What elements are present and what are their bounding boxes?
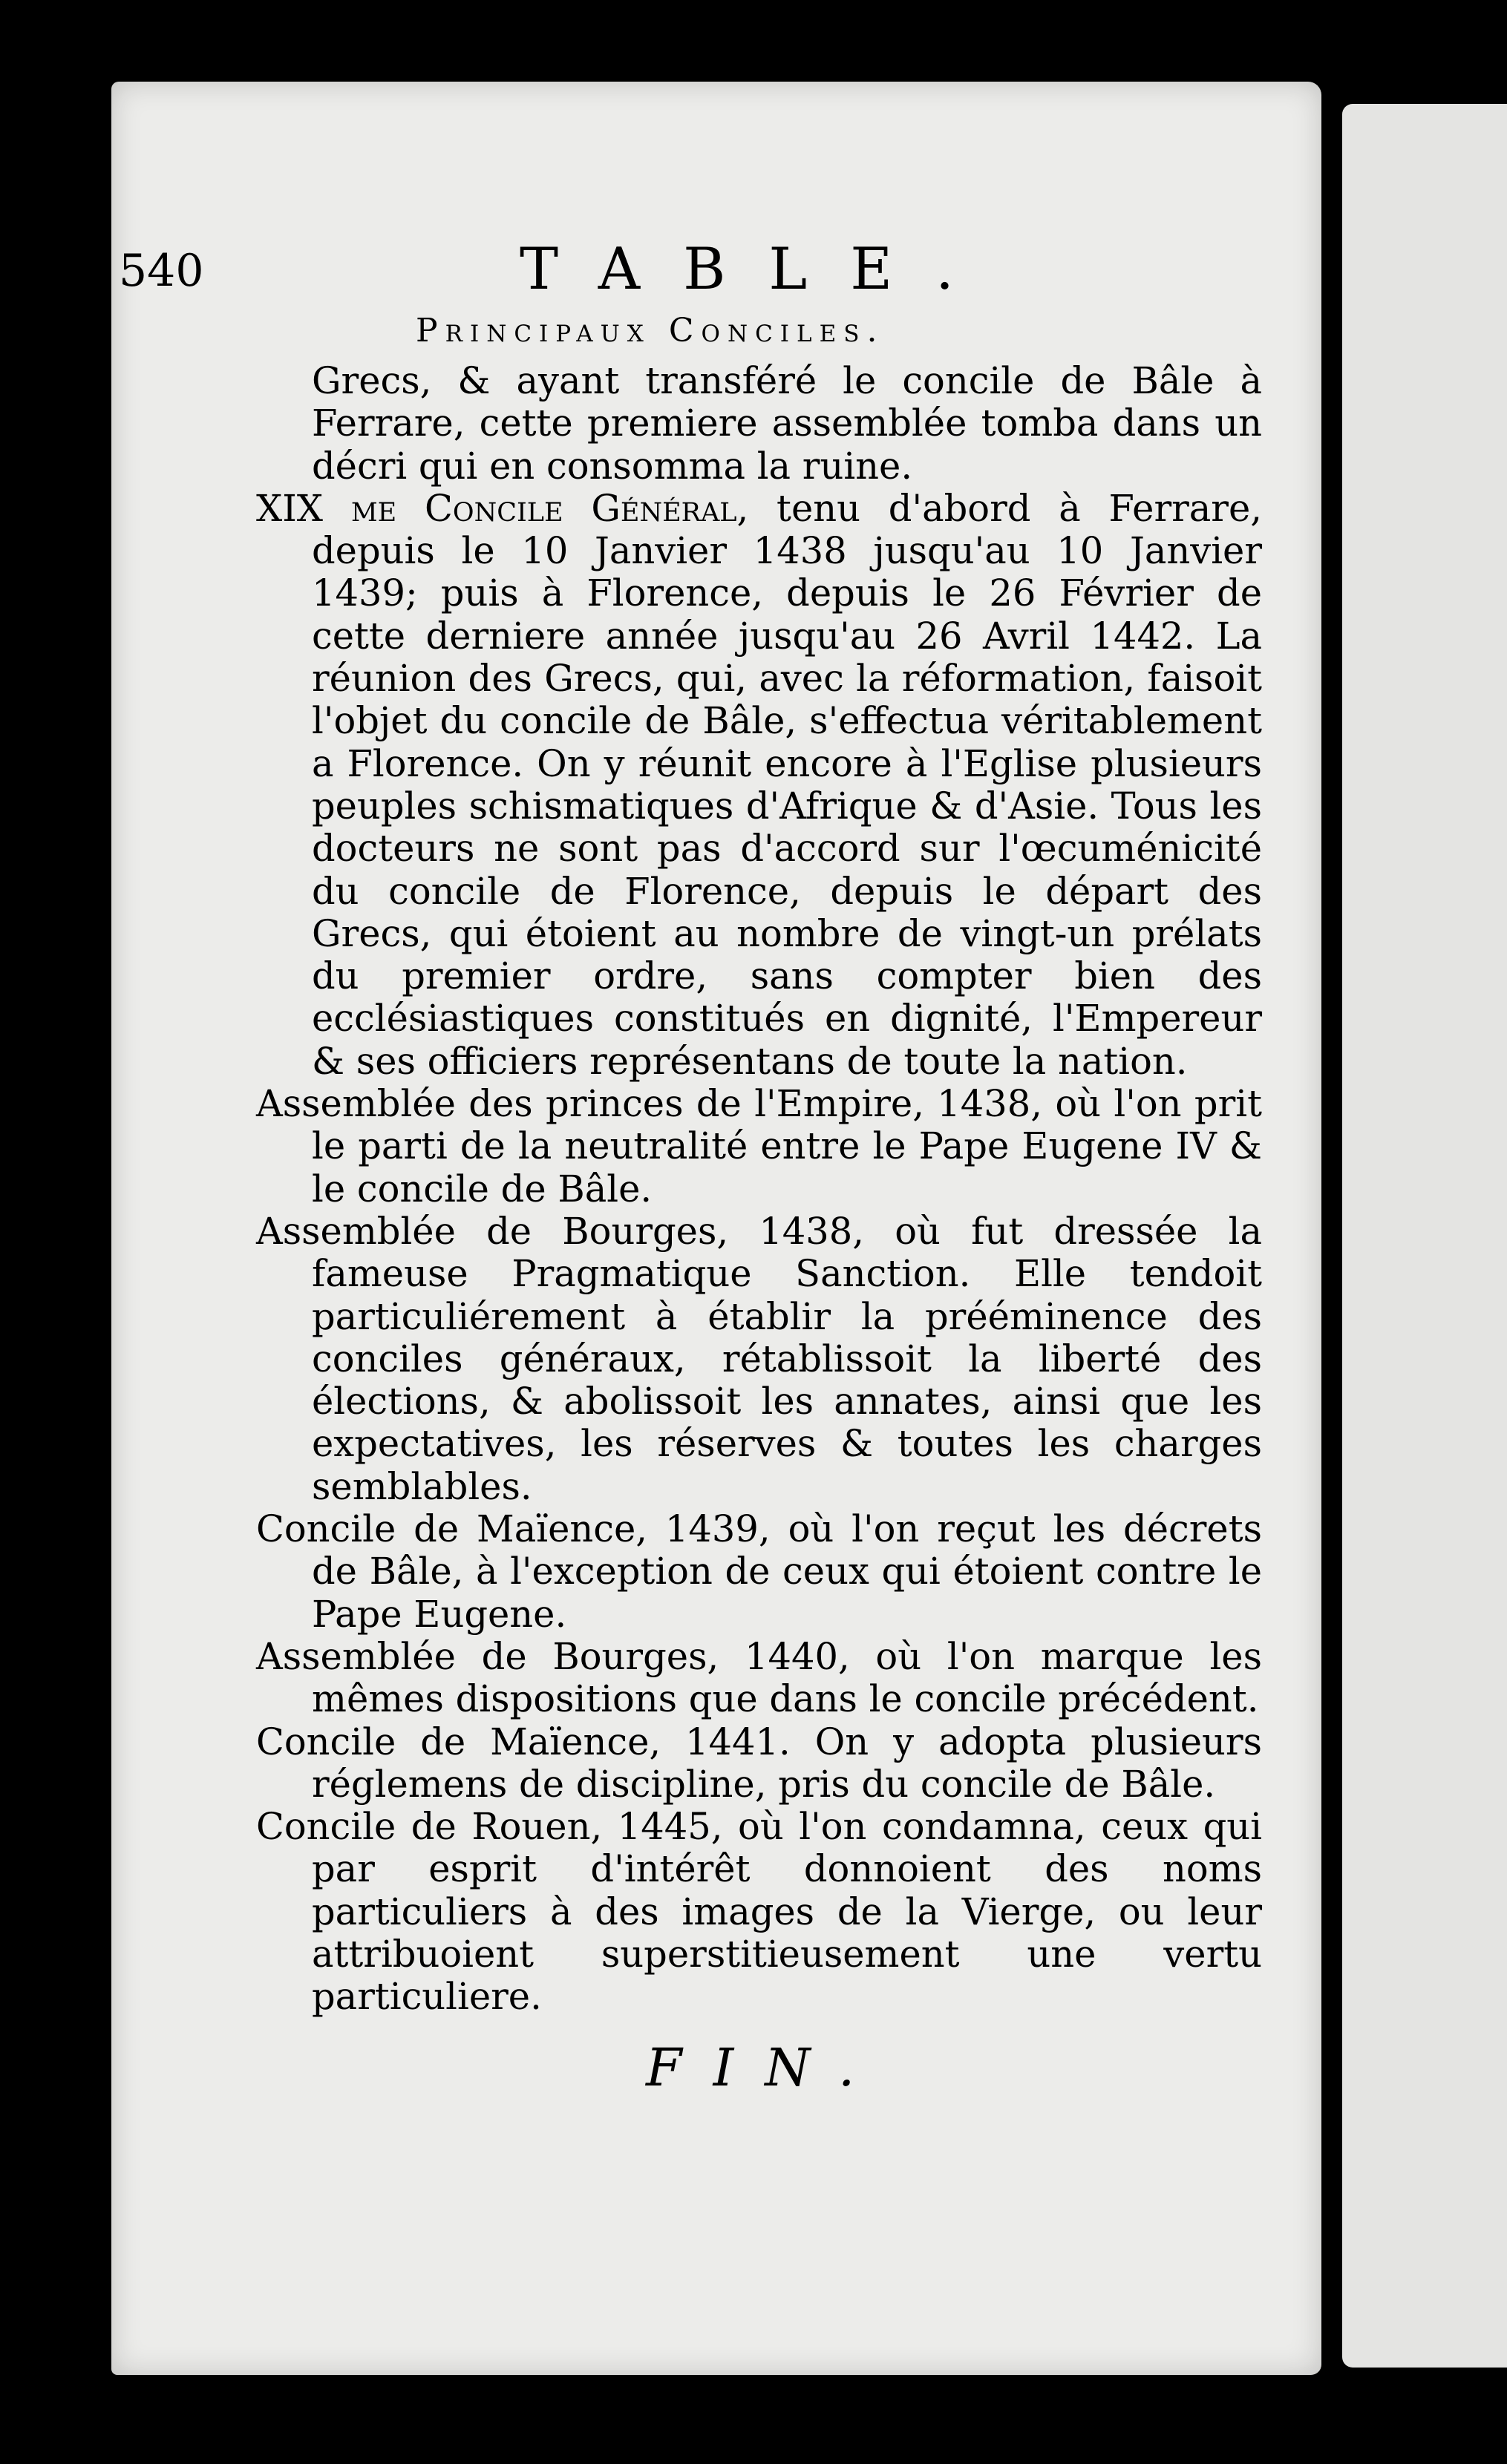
closing-fin: FIN.	[646, 2037, 886, 2098]
entry-text: Assemblée des princes de l'Empire, 1438, où l'on prit le parti de la neutralité entre le Pape Eugene IV & le concile de Bâle.	[256, 1082, 1262, 1210]
running-title: TABLE.	[520, 236, 997, 303]
entry-text: Assemblée de Bourges, 1438, où fut dressée la fameuse Pragmatique Sanction. Elle tendoit particuliérement à établir la prééminence des conciles généraux, rétablissoit la liberté des élections, & abolissoit les annates, ainsi que les expectatives, les réserves & toutes les charges semblables.	[256, 1209, 1262, 1508]
list-item	[256, 1721, 1262, 1806]
list-item	[256, 1508, 1262, 1636]
entry-text: Concile de Maïence, 1441. On y adopta plusieurs réglemens de discipline, pris du concile de Bâle.	[256, 1720, 1262, 1806]
list-item	[256, 1636, 1262, 1721]
entry-text: Assemblée de Bourges, 1440, où l'on marque les mêmes dispositions que dans le concile précédent.	[256, 1634, 1262, 1721]
list-item	[256, 488, 1262, 1083]
entry-text: , tenu d'abord à Ferrare, depuis le 10 Janvier 1438 jusqu'au 10 Janvier 1439; puis à Florence, depuis le 26 Février de cette derniere année jusqu'au 26 Avril 1442. La réunion des Grecs, qui, avec la réformation, faisoit l'objet du concile de Bâle, s'effectua véritablement a Florence. On y réunit encore à l'Eglise plusieurs peuples schismatiques d'Afrique & d'Asie. Tous les docteurs ne sont pas d'accord sur l'œcuménicité du concile de Florence, depuis le départ des Grecs, qui étoient au nombre de vingt-un prélats du premier ordre, sans compter bien des ecclésiastiques constitués en dignité, l'Empereur & ses officiers représentans de toute la nation.	[312, 486, 1262, 1083]
entry-text: Concile de Rouen, 1445, où l'on condamna, ceux qui par esprit d'intérêt donnoient des noms particuliers à des images de la Vierge, ou leur attribuoient superstitieusement une vertu particuliere.	[256, 1805, 1262, 2019]
entry-heading: XIX me Concile Général	[256, 486, 737, 530]
list-item	[256, 1083, 1262, 1210]
council-list	[256, 360, 1262, 2019]
list-item	[256, 1210, 1262, 1508]
page-number: 540	[119, 245, 204, 297]
entry-text: Grecs, & ayant transféré le concile de Bâle à Ferrare, cette premiere assemblée tomba dans un décri qui en consomma la ruine.	[312, 359, 1262, 488]
adjacent-page-edge	[1342, 104, 1507, 2368]
entry-text: Concile de Maïence, 1439, où l'on reçut les décrets de Bâle, à l'exception de ceux qui étoient contre le Pape Eugene.	[256, 1507, 1262, 1636]
section-title: Principaux Conciles.	[416, 312, 885, 350]
list-item	[256, 1806, 1262, 2018]
list-item	[256, 360, 1262, 488]
